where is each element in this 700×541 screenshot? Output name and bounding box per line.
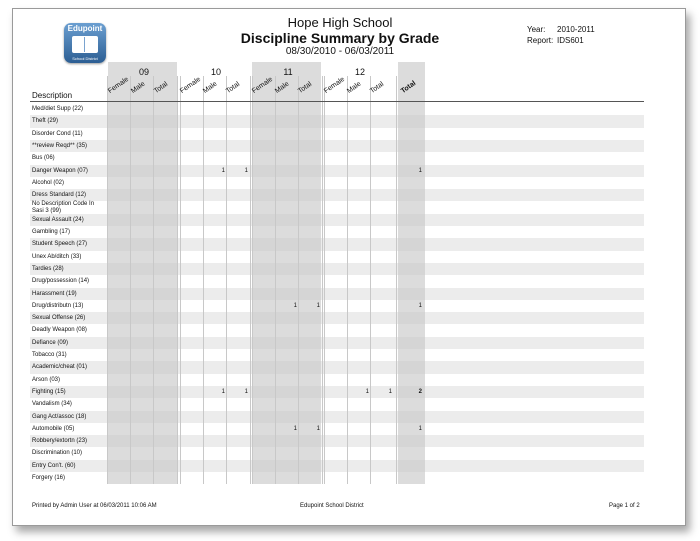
- row-description: [32, 155, 55, 162]
- row-description-line: Med/diet Supp (22): [32, 106, 84, 112]
- column-divider: [396, 76, 397, 484]
- row-description-line: Deadly Weapon (08): [32, 327, 87, 334]
- sub-column-header: Male: [273, 80, 291, 95]
- row-description: [32, 364, 87, 371]
- row-band: [30, 337, 644, 349]
- row-description: [32, 217, 84, 224]
- sub-column-header: Male: [201, 80, 219, 95]
- count-cell: 2: [418, 388, 422, 395]
- row-band: [30, 189, 644, 201]
- row-description-line: Forgery (16): [32, 475, 66, 481]
- row-band: [30, 165, 644, 177]
- count-cell: 1: [316, 425, 320, 432]
- sub-column-header: Female: [322, 75, 347, 95]
- row-description-line: Harassment (19): [32, 290, 77, 297]
- row-description: [32, 229, 70, 236]
- column-divider: [226, 76, 227, 484]
- column-divider: [252, 76, 253, 484]
- row-description: [32, 241, 87, 248]
- row-description: [32, 291, 77, 298]
- row-description: [32, 254, 81, 261]
- count-cell: 1: [221, 388, 225, 395]
- grade-header: 11: [283, 67, 293, 77]
- row-band: [30, 238, 644, 250]
- row-description-line: Student Speech (27): [32, 241, 88, 248]
- row-band: [30, 361, 644, 373]
- row-description: [32, 106, 83, 113]
- row-description: [32, 266, 64, 273]
- row-description: [32, 389, 66, 396]
- row-description: [32, 201, 94, 214]
- year-field: [527, 25, 595, 34]
- grade-header: 10: [210, 67, 221, 77]
- count-cell: 1: [418, 167, 422, 174]
- header-rule: [30, 101, 644, 102]
- row-description-line: Dress Standard (12): [32, 192, 87, 199]
- row-band: [30, 411, 644, 423]
- row-description: [32, 401, 72, 408]
- count-cell: 1: [221, 167, 225, 174]
- count-cell: 1: [316, 302, 320, 309]
- year-label: Year:: [527, 25, 546, 34]
- row-description: [32, 192, 86, 199]
- row-band: [30, 460, 644, 472]
- row-description: [32, 475, 65, 482]
- report-value: IDS601: [557, 36, 584, 45]
- grand-total-header: Total: [399, 79, 418, 95]
- row-description-line: Sasi 3 (99): [32, 207, 62, 214]
- row-description-line: Disorder Cond (11): [32, 130, 83, 137]
- row-description: [32, 278, 89, 285]
- column-divider: [153, 76, 154, 484]
- row-description: [32, 340, 68, 347]
- report-field: [527, 36, 584, 45]
- row-description-line: **review Reqd** (35): [32, 142, 88, 149]
- row-description-line: No Description Code In: [32, 201, 95, 208]
- row-description-line: Drug/distributn (13): [32, 302, 84, 309]
- count-cell: 1: [244, 167, 248, 174]
- row-band: [30, 386, 644, 398]
- sub-column-header: Female: [178, 75, 203, 95]
- column-divider: [250, 76, 251, 484]
- row-description-line: Robbery/extortn (23): [32, 438, 88, 445]
- row-description-line: Arson (03): [32, 376, 61, 383]
- row-description: [32, 118, 58, 125]
- row-description-line: Tardies (28): [32, 265, 64, 272]
- sub-column-header: Male: [129, 80, 147, 95]
- row-description: [32, 131, 83, 138]
- row-band: [30, 115, 644, 127]
- school-name: Hope High School: [287, 15, 393, 30]
- count-cell: 1: [418, 425, 422, 432]
- row-band: [30, 263, 644, 275]
- row-description-line: Sexual Assault (24): [32, 216, 84, 223]
- row-description-line: Alcohol (02): [32, 179, 65, 186]
- row-description-line: Vandalism (34): [32, 401, 72, 408]
- book-icon: [72, 36, 98, 53]
- column-divider: [203, 76, 204, 484]
- row-description-line: Fighting (15): [32, 388, 66, 395]
- row-description: [32, 168, 88, 175]
- row-band: [30, 312, 644, 324]
- sub-column-header: Female: [106, 75, 131, 95]
- sub-column-header: Female: [250, 75, 275, 95]
- row-description-line: Gambling (17): [32, 229, 71, 235]
- column-divider: [347, 76, 348, 484]
- row-description: [32, 315, 85, 322]
- row-description: [32, 180, 64, 187]
- grade-header: 12: [354, 67, 365, 77]
- row-description: [32, 303, 83, 310]
- row-description-line: Discrimination (10): [32, 450, 83, 457]
- row-description-line: Bus (06): [32, 155, 55, 162]
- row-description-line: Defiance (09): [32, 339, 69, 346]
- column-divider: [370, 76, 371, 484]
- row-band: [30, 288, 644, 300]
- sub-column-header: Total: [152, 80, 170, 95]
- row-description-line: Entry Con't. (60): [32, 462, 76, 469]
- row-description: [32, 463, 76, 470]
- count-cell: 1: [244, 388, 248, 395]
- row-description-line: Tobacco (31): [32, 352, 67, 358]
- edupoint-logo: [64, 23, 106, 63]
- row-description: [32, 426, 74, 433]
- row-description: [32, 414, 86, 421]
- column-divider: [298, 76, 299, 484]
- logo-brand-text: Edupoint: [67, 24, 103, 33]
- row-description: [32, 352, 67, 359]
- row-description-line: Unex Ab/ditch (33): [32, 253, 82, 260]
- report-title: Discipline Summary by Grade: [240, 30, 440, 46]
- row-description-line: Automobile (05): [32, 425, 75, 432]
- report-label: Report:: [527, 36, 554, 45]
- column-divider: [130, 76, 131, 484]
- count-cell: 1: [388, 388, 392, 395]
- column-divider: [322, 76, 323, 484]
- row-description-line: Theft (29): [32, 118, 59, 125]
- row-band: [30, 140, 644, 152]
- page-number: Page 1 of 2: [609, 503, 640, 509]
- row-description: [32, 438, 87, 445]
- column-divider: [177, 76, 178, 484]
- sub-column-header: Male: [345, 80, 363, 95]
- year-value: 2010-2011: [557, 25, 595, 34]
- row-description: [32, 327, 87, 334]
- row-description: [32, 377, 60, 384]
- footer-district: Edupoint School District: [300, 503, 364, 509]
- column-divider: [275, 76, 276, 484]
- sub-column-header: Total: [224, 80, 242, 95]
- column-divider: [107, 76, 108, 484]
- row-description: [32, 450, 82, 457]
- count-cell: 1: [365, 388, 369, 395]
- row-band: [30, 214, 644, 226]
- row-description-line: Danger Weapon (07): [32, 167, 88, 174]
- row-description: [32, 143, 87, 150]
- count-cell: 1: [293, 425, 297, 432]
- count-cell: 1: [418, 302, 422, 309]
- sub-column-header: Total: [368, 80, 386, 95]
- date-range: 08/30/2010 - 06/03/2011: [285, 46, 395, 57]
- row-band: [30, 435, 644, 447]
- sub-column-header: Total: [296, 80, 314, 95]
- grade-header: 09: [138, 67, 149, 77]
- count-cell: 1: [293, 302, 297, 309]
- row-description-line: Sexual Offense (26): [32, 315, 86, 322]
- column-divider: [324, 76, 325, 484]
- row-description-line: Gang Act/assoc (18): [32, 413, 87, 420]
- logo-district-text: School District: [72, 56, 98, 61]
- printed-by: Printed by Admin User at 06/03/2011 10:06 AM: [32, 503, 157, 509]
- column-divider: [180, 76, 181, 484]
- row-description-line: Academic/cheat (01): [32, 364, 88, 371]
- row-description-line: Drug/possession (14): [32, 278, 90, 285]
- description-header: Description: [32, 91, 73, 100]
